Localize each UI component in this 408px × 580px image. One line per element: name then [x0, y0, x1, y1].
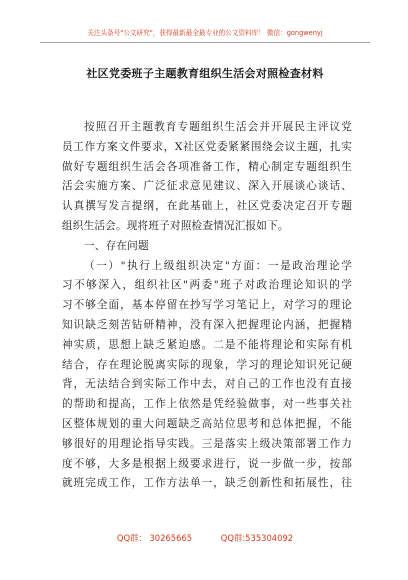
paragraph-line: 的帮助和提高，工作上依然是凭经验做事，对一些事关社 [62, 398, 352, 411]
paragraph-line: 习不够深入，组织社区"两委"班子对政治理论知识的学 [62, 279, 352, 292]
header-divider [40, 42, 370, 43]
paragraph-line: 活会实施方案、广泛征求意见建议、深入开展谈心谈话、 [62, 180, 352, 193]
paragraph-line: 组织生活会。现将班子对照检查情况汇报如下。 [62, 219, 289, 232]
paragraph-line: 区整体规划的重大问题缺乏高站位思考和总体把握，不能 [62, 417, 352, 430]
paragraph-line: 知识缺乏刻苦钻研精神，没有深入把握理论内涵，把握精 [62, 318, 352, 331]
qq-group-footer [40, 532, 370, 544]
paragraph-line: 做好专题组织生活会各项准备工作，精心制定专题组织生 [62, 160, 352, 173]
qq-group-1: QQ群： 30265665 [116, 533, 193, 543]
paragraph-line: 习不够全面，基本停留在抄写学习笔记上，对学习的理论 [62, 299, 352, 312]
paragraph-line: 认真撰写发言提纲，在此基础上，社区党委决定召开专题 [62, 200, 352, 213]
paragraph-line: 神实质，思想上缺乏紧迫感。二是不能将理论和实际有机 [62, 338, 352, 351]
section-heading: 一、存在问题 [84, 239, 149, 252]
promo-header: 关注头条号"公文研究"，获得最新最全最专业的公文资料库！ 微信：gongwenyj [87, 29, 323, 37]
paragraph-line: 够很好的用理论指导实践。三是落实上级决策部署工作力 [62, 437, 352, 450]
paragraph-line: 背，无法结合到实际工作中去，对自己的工作也没有直接 [62, 378, 352, 391]
paragraph-line: 按照召开主题教育专题组织生活会并开展民主评议党 [84, 121, 352, 133]
paragraph-line: 度不够，大多是根据上级要求进行，说一步做一步，按部 [62, 457, 352, 470]
paragraph-line: （一）"执行上级组织决定"方面：一是政治理论学 [84, 259, 352, 272]
paragraph-line: 结合，存在理论脱离实际的现象，学习的理论知识死记硬 [62, 358, 352, 371]
paragraph-line: 就班完成工作，工作方法单一，缺乏创新性和拓展性，往 [62, 477, 352, 490]
qq-group-2: QQ群:535304092 [220, 533, 294, 543]
document-title: 社区党委班子主题教育组织生活会对照检查材料 [86, 67, 324, 80]
document-body [62, 118, 352, 494]
paragraph-line: 员工作方案文件要求，X社区党委紧紧围绕会议主题，扎实 [62, 140, 352, 153]
